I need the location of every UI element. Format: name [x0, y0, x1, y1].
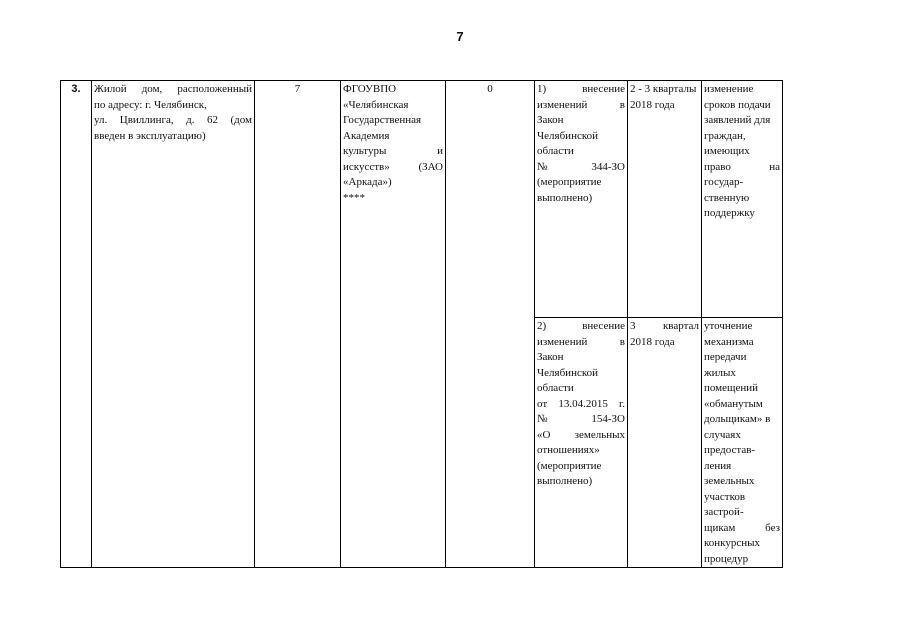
measure-line: изменений в [537, 98, 625, 111]
organization-line: **** [343, 191, 365, 204]
measure-cell [535, 81, 628, 318]
page-number: 7 [456, 29, 464, 44]
measure-line: Челябинской [537, 129, 599, 142]
measure-line: отношениях» [537, 444, 600, 456]
object-line: ул. Цвиллинга, д. 62 (дом [94, 114, 252, 126]
organization-line: «Челябинская [343, 98, 409, 111]
goal-line: изменение [704, 83, 754, 95]
goal-line: помещений [704, 382, 759, 394]
measure-line: № 344-ЗО [537, 160, 625, 173]
goal-line: имеющих [704, 145, 750, 157]
measure-line: выполнено) [537, 475, 593, 487]
goal-line: государ- [704, 176, 744, 188]
organization-line: Академия [343, 129, 390, 142]
organization-line: «Аркада») [343, 176, 392, 188]
measure-line: от 13.04.2015 г. [537, 397, 625, 410]
term-cell [628, 318, 702, 568]
table-row [61, 81, 783, 318]
goal-line: уточнение [704, 320, 753, 332]
goal-line: сроков подачи [704, 98, 771, 111]
term-line: 3 квартал [630, 320, 699, 332]
row-number: 3. [61, 81, 92, 568]
term-cell [628, 81, 702, 318]
measure-line: «О земельных [537, 428, 625, 441]
goal-line: процедур [704, 552, 749, 565]
goal-line: передачи [704, 351, 747, 363]
measure-line: Закон [537, 114, 564, 126]
organization-line: искусств» (ЗАО [343, 160, 443, 173]
object-line: по адресу: г. Челябинск, [94, 98, 207, 111]
organization-cell [341, 81, 446, 568]
measure-line: 1) внесение [537, 83, 625, 95]
goal-line: дольщикам» в [704, 413, 771, 425]
goal-line: право на [704, 160, 780, 173]
measure-line: Закон [537, 351, 564, 363]
goal-line: ления [704, 459, 732, 472]
measure-line: изменений в [537, 335, 625, 348]
organization-line: культуры и [343, 145, 443, 157]
goal-line: «обманутым [704, 397, 763, 410]
measure-line: № 154-ЗО [537, 413, 625, 425]
measure-line: выполнено) [537, 191, 593, 204]
term-line: 2018 года [630, 335, 675, 348]
count-cell: 7 [255, 81, 341, 568]
goal-line: случаях [704, 428, 741, 441]
organization-line: Государственная [343, 114, 422, 126]
goal-cell [702, 318, 783, 568]
goal-line: граждан, [704, 129, 746, 142]
goal-line: жилых [704, 366, 736, 379]
goal-line: щикам без [704, 521, 780, 534]
measure-line: области [537, 382, 574, 394]
measure-line: (мероприятие [537, 459, 602, 472]
measure-line: 2) внесение [537, 320, 625, 332]
goal-line: земельных [704, 475, 755, 487]
goal-line: механизма [704, 335, 754, 348]
measure-line: (мероприятие [537, 176, 602, 188]
goal-line: предостав- [704, 444, 756, 456]
goal-cell [702, 81, 783, 318]
measure-line: Челябинской [537, 366, 599, 379]
measure-line: области [537, 145, 574, 157]
organization-line: ФГОУВПО [343, 83, 397, 95]
goal-line: ственную [704, 191, 750, 204]
zero-value-cell: 0 [446, 81, 535, 568]
measure-cell [535, 318, 628, 568]
goal-line: застрой- [704, 506, 744, 518]
term-line: 2018 года [630, 98, 675, 111]
goal-line: участков [704, 490, 746, 503]
object-line: введен в эксплуатацию) [94, 129, 206, 142]
goal-line: конкурсных [704, 537, 761, 549]
object-address-cell [92, 81, 255, 568]
goal-line: заявлений для [704, 114, 771, 126]
term-line: 2 - 3 кварталы [630, 83, 697, 95]
measures-table [60, 80, 783, 568]
object-line: Жилой дом, расположенный [94, 83, 252, 95]
goal-line: поддержку [704, 207, 755, 219]
